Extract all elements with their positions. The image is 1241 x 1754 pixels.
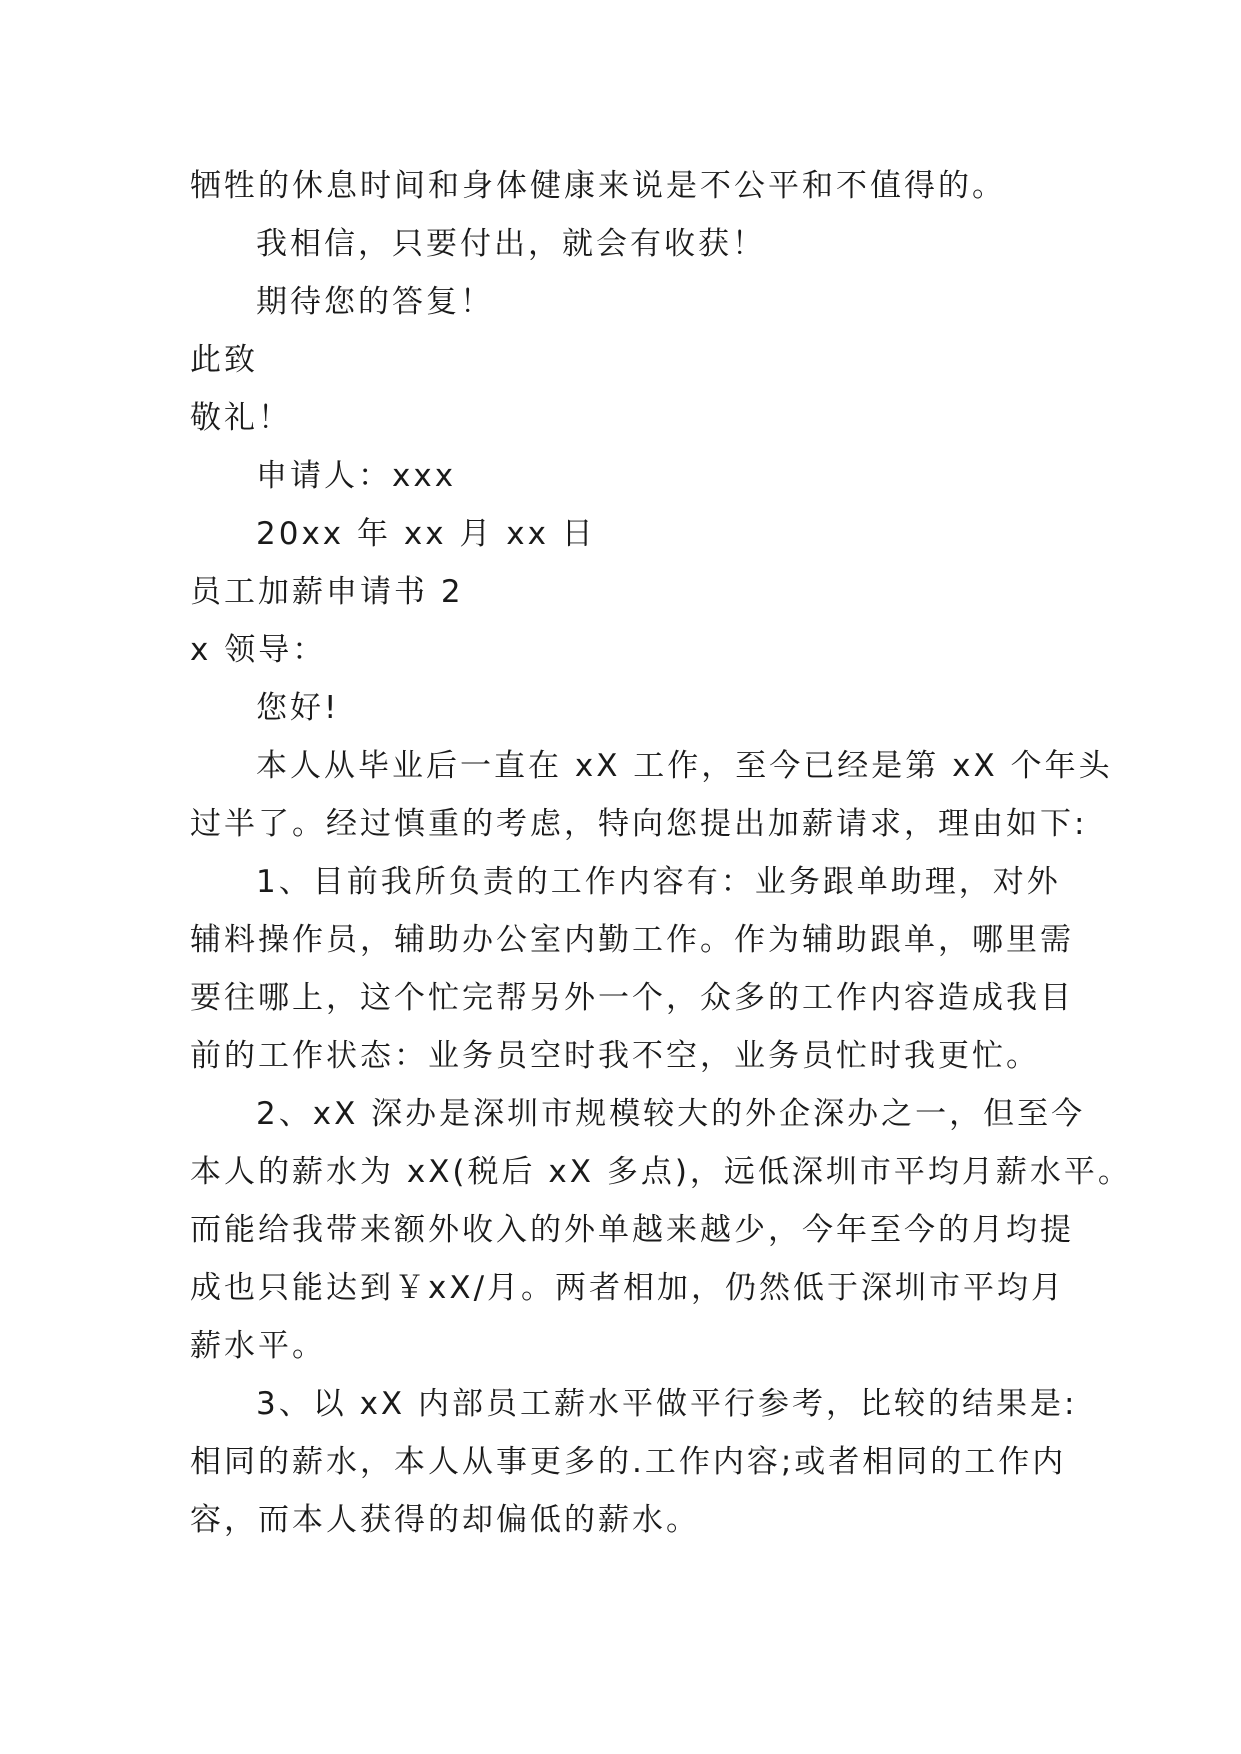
paragraph-line: 我相信，只要付出，就会有收获！ xyxy=(256,226,766,262)
paragraph-line: 过半了。经过慎重的考虑，特向您提出加薪请求，理由如下: xyxy=(190,806,1088,842)
paragraph-line: 本人的薪水为 xX(税后 xX 多点)，远低深圳市平均月薪水平。 xyxy=(190,1154,1132,1190)
document-body xyxy=(190,157,1132,1549)
paragraph-line: 牺牲的休息时间和身体健康来说是不公平和不值得的。 xyxy=(190,168,1006,204)
applicant-line: 申请人：xxx xyxy=(256,458,457,494)
paragraph-line: 本人从毕业后一直在 xX 工作，至今已经是第 xX 个年头 xyxy=(256,748,1113,784)
paragraph-line: 辅料操作员，辅助办公室内勤工作。作为辅助跟单，哪里需 xyxy=(190,922,1074,958)
paragraph-line: 2、xX 深办是深圳市规模较大的外企深办之一，但至今 xyxy=(256,1096,1086,1132)
paragraph-line: 而能给我带来额外收入的外单越来越少，今年至今的月均提 xyxy=(190,1212,1074,1248)
paragraph-line: 1、目前我所负责的工作内容有：业务跟单助理，对外 xyxy=(256,864,1061,900)
paragraph-line: 期待您的答复！ xyxy=(256,284,494,320)
paragraph-line: 要往哪上，这个忙完帮另外一个，众多的工作内容造成我目 xyxy=(190,980,1074,1016)
paragraph-line: 前的工作状态：业务员空时我不空，业务员忙时我更忙。 xyxy=(190,1038,1040,1074)
paragraph-line: 相同的薪水，本人从事更多的.工作内容;或者相同的工作内 xyxy=(190,1444,1067,1480)
salutation-line: x 领导： xyxy=(190,632,327,668)
date-line: 20xx 年 xx 月 xx 日 xyxy=(256,516,596,552)
section-title: 员工加薪申请书 2 xyxy=(190,574,464,610)
paragraph-line: 成也只能达到￥xX/月。两者相加，仍然低于深圳市平均月 xyxy=(190,1270,1066,1306)
closing-line: 敬礼！ xyxy=(190,400,292,436)
paragraph-line: 容，而本人获得的却偏低的薪水。 xyxy=(190,1502,700,1538)
paragraph-line: 薪水平。 xyxy=(190,1328,326,1364)
paragraph-line: 3、以 xX 内部员工薪水平做平行参考，比较的结果是: xyxy=(256,1386,1078,1422)
greeting-line: 您好! xyxy=(256,690,340,726)
closing-line: 此致 xyxy=(190,342,258,378)
